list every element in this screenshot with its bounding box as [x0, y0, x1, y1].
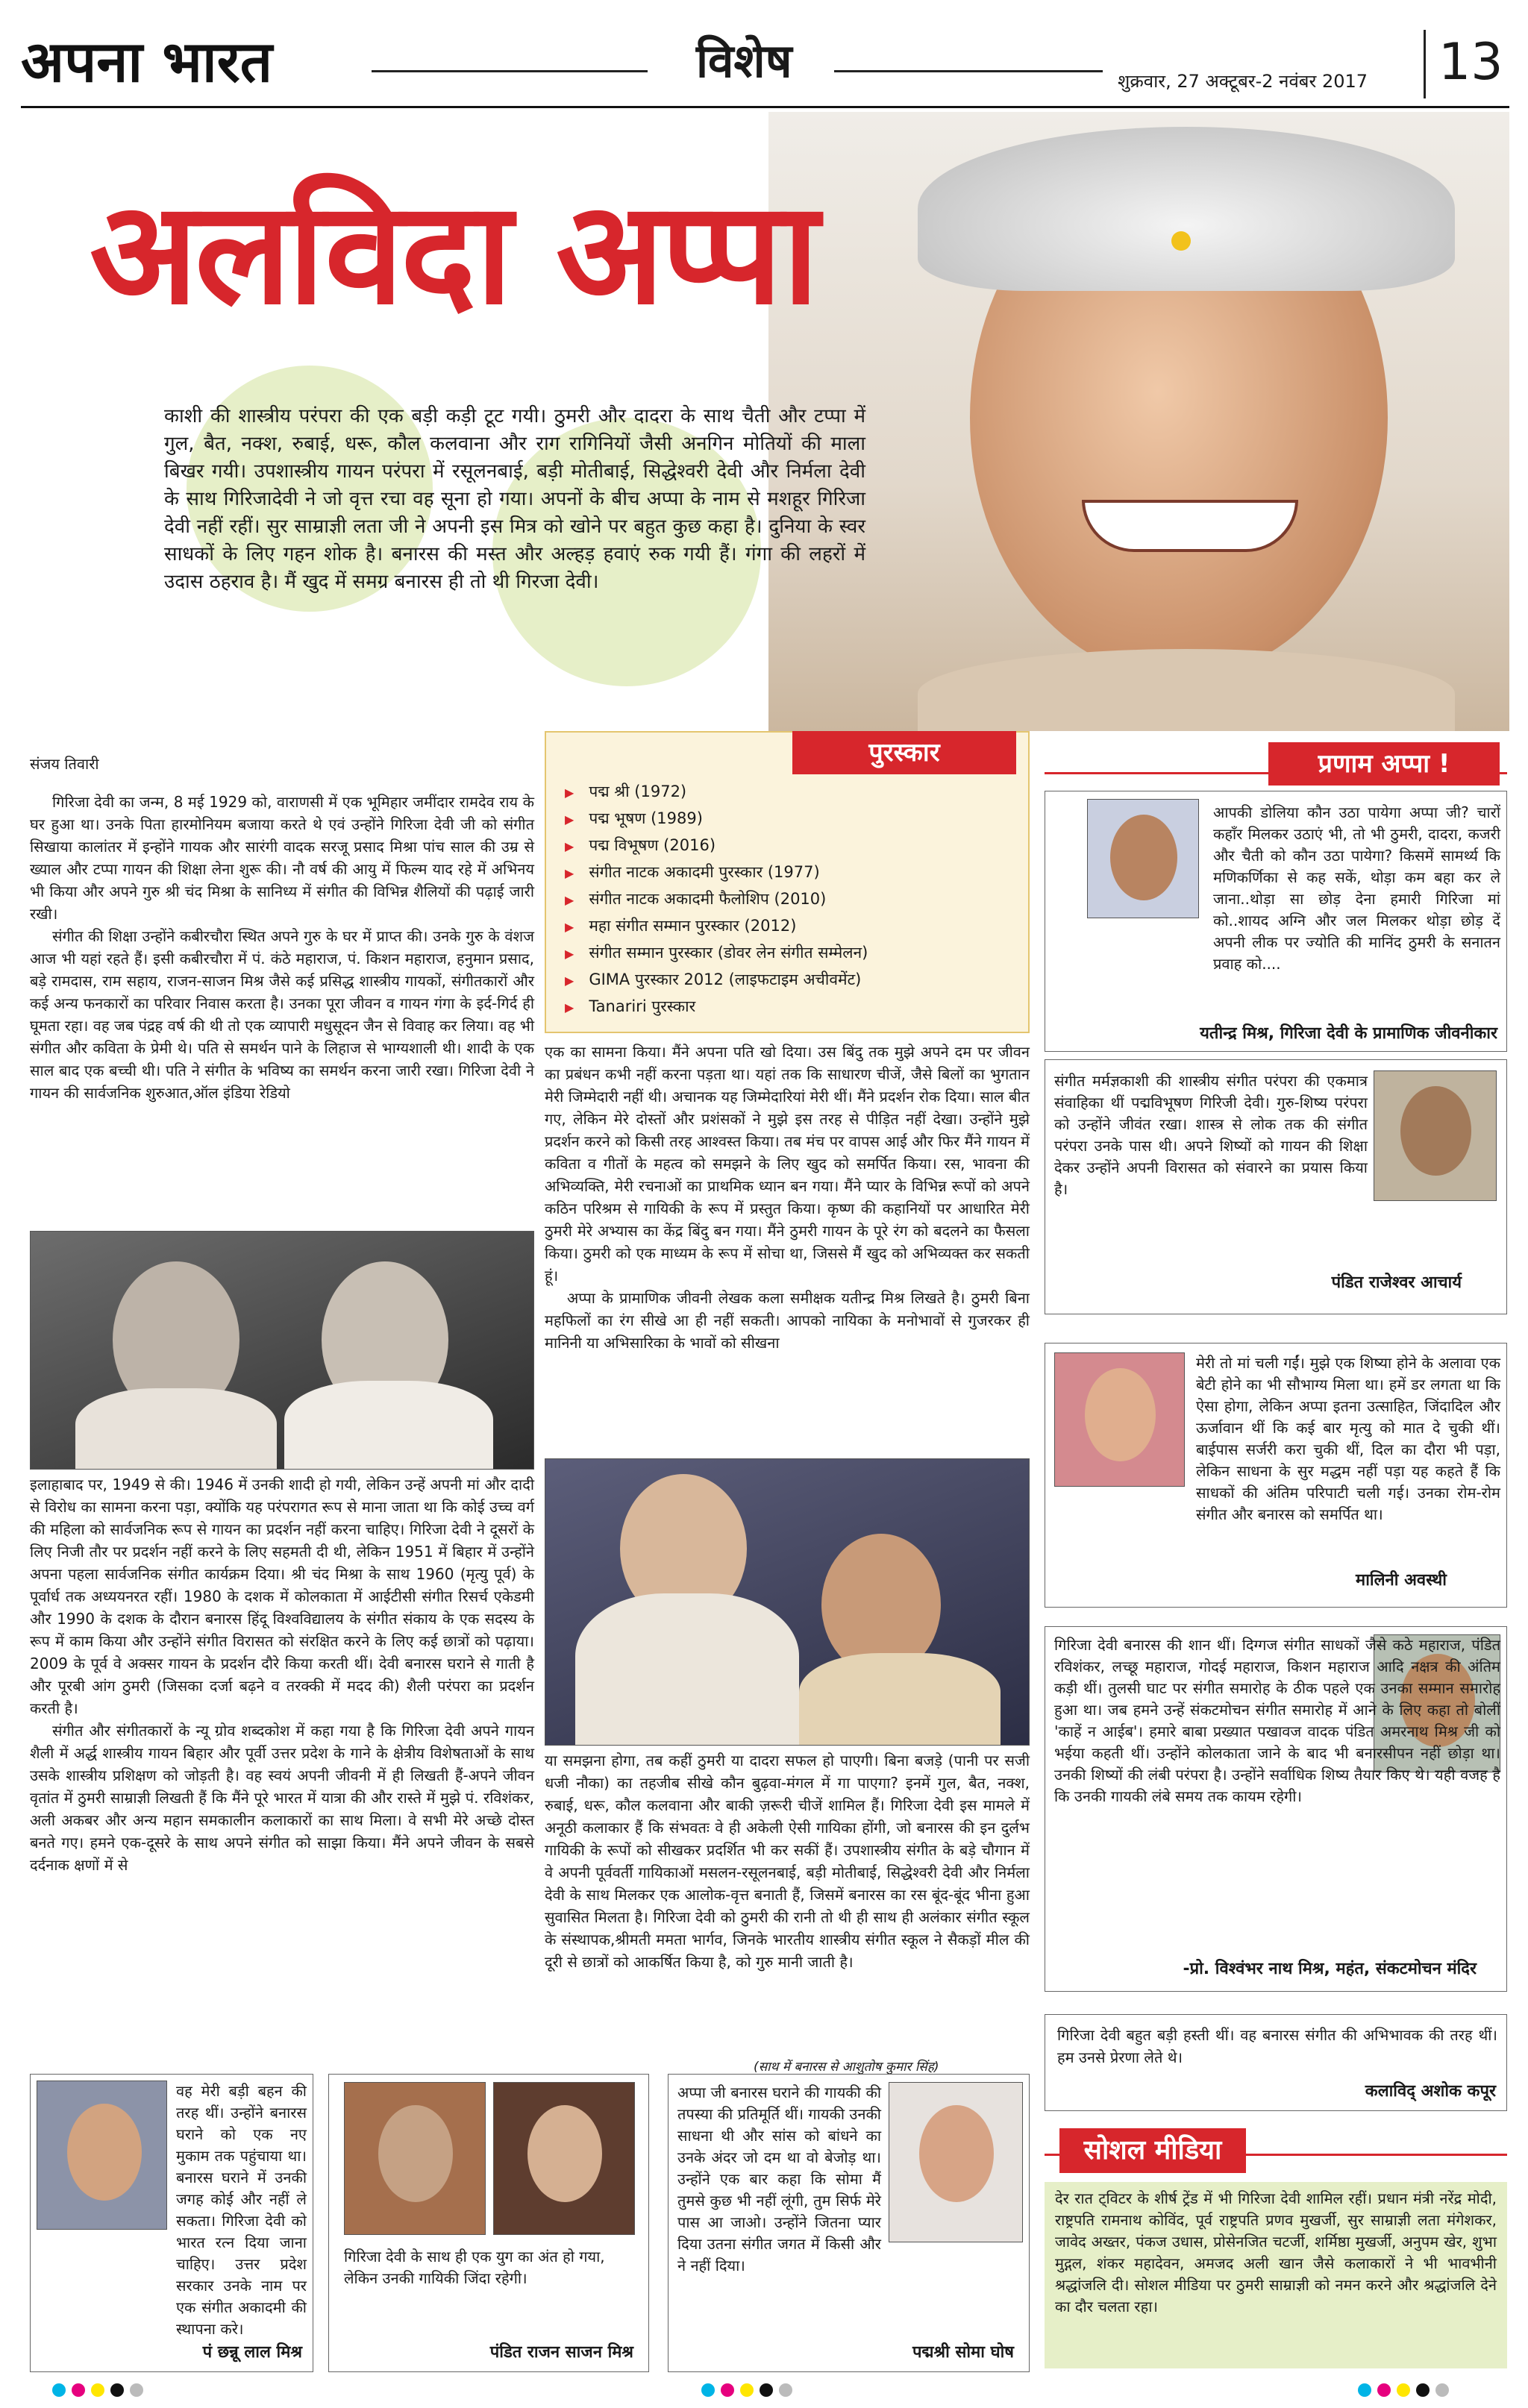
bottom-author: पंडित राजन साजन मिश्र — [489, 2343, 633, 2362]
headline: अलविदा अप्पा — [90, 171, 816, 336]
award-label: Tanariri पुरस्कार — [589, 997, 696, 1015]
registration-marks-left — [52, 2383, 143, 2397]
col1-para-1: गिरिजा देवी का जन्म, 8 मई 1929 को, वाराणसी में एक भूमिहार जमींदार रामदेव राय के घर हुआ था। उनके पिता हारमोनियम बजाया करते थे एवं उन्होंने गिरिजा देवी जी को संगीत सिखाया कालांतर में इन्होंने गायक और सारंगी वादक सरजू प्रसाद मिश्रा पांच साल की उम्र से ख्याल और टप्पा गायन की शिक्षा लेना शुरू की। नौ वर्ष की आयु में फिल्म याद रहे में अभिनय भी किया और अपने गुरु श्री चंद मिश्रा के सानिध्य में संगीत की विभिन्न शैलियों की पढ़ाई जारी रखी। — [30, 793, 534, 923]
tribute-author: कलाविद् अशोक कपूर — [1365, 2082, 1496, 2101]
page-number: 13 — [1438, 33, 1503, 92]
tribute-card — [1045, 1626, 1507, 1992]
award-label: संगीत सम्मान पुरस्कार (डोवर लेन संगीत सम्मेलन) — [589, 944, 868, 962]
bottom-text: गिरिजा देवी के साथ ही एक युग का अंत हो गया, लेकिन उनकी गायिकी जिंदा रहेगी। — [344, 2248, 605, 2287]
bullet-icon: ▶ — [565, 920, 574, 934]
col2-para-2: अप्पा के प्रामाणिक जीवनी लेखक कला समीक्षक यतीन्द्र मिश्र लिखते है। ठुमरी बिना महफिलों का रंग सीखे आ ही नहीं सकती। आपको नायिका के मनोभावों से गुजरकर ही मानिनी या अभिसारिका के भावों को सीखना — [545, 1289, 1030, 1352]
intro-text: काशी की शास्त्रीय परंपरा की एक बड़ी कड़ी टूट गयी। ठुमरी और दादरा के साथ चैती और टप्पा में गुल, बैत, नक्श, रुबाई, धरू, कौल कलवाना और राग रागिनियों जैसी अनगिन मोतियों की माला बिखर गयी। उपशास्त्रीय गायन परंपरा में रसूलनबाई, बड़ी मोतीबाई, सिद्धेश्वरी देवी और निर्मला देवी के साथ गिरिजादेवी ने जो वृत्त रचा वह सूना हो गया। अपनों के बीच अप्पा के नाम से मशहूर गिरिजा देवी नहीं रहीं। सुर साम्राज्ञी लता जी ने अपनी इस मित्र को खोने पर बहुत कुछ कहा है। दुनिया के स्वर साधकों के लिए गहन शोक है। बनारस की मस्त और अल्हड़ हवाएं रुक गयी हैं। गंगा की लहरों में उदास ठहराव है। मैं खुद में समग्र बनारस ही तो थी गिरजा देवी। — [164, 405, 865, 593]
col1-text-top — [30, 791, 534, 1104]
bullet-icon: ▶ — [565, 893, 574, 907]
tribute-text: संगीत मर्मज्ञकाशी की शास्त्रीय संगीत परंपरा की एकमात्र संवाहिका थीं पद्मविभूषण गिरिजी देवी। गुरु-शिष्य परंपरा को उन्होंने जीवंत रखा। शास्त्र से लोक तक की संगीत परंपरा उनके पास थी। अपने शिष्यों को गायन की शिक्षा देकर उन्होंने अपनी विरासत को संवारने का प्रयास किया है। — [1054, 1072, 1368, 1198]
tribute-author: यतीन्द्र मिश्र, गिरिजा देवी के प्रामाणिक जीवनीकार — [1200, 1024, 1497, 1043]
bottom-author: पद्मश्री सोमा घोष — [912, 2343, 1014, 2362]
tribute-card — [1045, 791, 1507, 1052]
col2-text-top — [545, 1041, 1030, 1354]
tribute-card — [1045, 2014, 1507, 2111]
masthead-bottom-rule — [21, 106, 1509, 108]
col2-para-1: एक का सामना किया। मैंने अपना पति खो दिया। उस बिंदु तक मुझे अपने दम पर जीवन का प्रबंधन कभी नहीं करना पड़ता था। यहां तक कि साधारण चीजें, जैसे बिलों का भुगतान मेरी जिम्मेदारी नहीं थी। अचानक यह जिम्मेदारियां मेरी थीं। मैंने प्रदर्शन रोक दिया। साल बीत गए, लेकिन मेरे दोस्तों और प्रशंसकों ने मुझे इस तरह से पीड़ित नहीं देखा। उन्होंने मुझे प्रदर्शन करने को किसी तरह आश्वस्त किया। तब मंच पर वापस आई और फिर मैंने गायन में कविता व गीतों के महत्व को समझने के लिए खुद को समर्पित किया। रस, भावना की अभिव्यक्ति, मेरी रचनाओं का प्राथमिक ध्यान बन गया। मैंने प्यार के विभिन्न रूपों को अपने कठिन परिश्रम से गायिकी के रूप में प्रस्तुत किया। कृष्ण की कहानियों पर आधारित मेरी ठुमरी मेरे अभ्यास का केंद्र बिंदु बन गया। मैंने ठुमरी गायन के पूरे रंग को बदलने का फैसला किया। ठुमरी को एक माध्यम के रूप में सोचा था, जिससे मैं खुद को अभिव्यक्त कर सकती हूं। — [545, 1043, 1030, 1285]
photo-credit: (साथ में बनारस से आशुतोष कुमार सिंह) — [754, 2060, 939, 2075]
masthead-rule-left — [372, 70, 648, 72]
award-label: पद्म भूषण (1989) — [589, 809, 703, 827]
col2-text-bottom — [545, 1749, 1030, 1973]
tribute-author: पंडित राजेश्वर आचार्य — [1331, 1273, 1462, 1292]
award-label: GIMA पुरस्कार 2012 (लाइफटाइम अचीवमेंट) — [589, 971, 862, 988]
award-item — [565, 833, 868, 859]
award-item — [565, 967, 868, 994]
social-title: सोशल मीडिया — [1059, 2128, 1246, 2173]
tribute-card — [1045, 1059, 1507, 1314]
col1-text-bottom — [30, 1473, 534, 1876]
masthead — [21, 22, 1509, 104]
bottom-photo — [344, 2082, 486, 2235]
tribute-text: आपकी डोलिया कौन उठा पायेगा अप्पा जी? चारों कहाँर मिलकर उठाएं भी, तो भी ठुमरी, दादरा, कजरी और चैती को कौन उठा पायेगा? किसमें सामर्थ्य कि मणिकर्णिका से कह सकें, थोड़ा कम बहा कर ले जाना..थोड़ा सा छोड़ देना हमारी गिरिजा मां को..शायद अग्नि और जल मिलकर थोड़ा छोड़ दें अपनी लीक पर ज्योति की मानिंद ठुमरी के सनातन प्रवाह को.... — [1213, 803, 1500, 973]
bottom-card — [30, 2074, 313, 2372]
bottom-author: पं छन्नू लाल मिश्र — [202, 2343, 302, 2362]
registration-marks-right — [1358, 2383, 1449, 2397]
award-item — [565, 886, 868, 913]
awards-title: पुरस्कार — [792, 731, 1016, 774]
tribute-photo — [1374, 1070, 1497, 1201]
masthead-rule-right — [834, 70, 1103, 72]
bottom-text: वह मेरी बड़ी बहन की तरह थीं। उन्होंने बनारस घराने को एक नए मुकाम तक पहुंचाया था। बनारस घराने में उनकी जगह कोई और नहीं ले सकता। गिरिजा देवी को भारत रत्न दिया जाना चाहिए। उत्तर प्रदेश सरकार उनके नाम पर एक संगीत अकादमी की स्थापना करे। — [176, 2082, 307, 2338]
award-label: पद्म विभूषण (2016) — [589, 836, 716, 854]
award-item — [565, 779, 868, 806]
pranam-title: प्रणाम अप्पा ! — [1268, 742, 1500, 786]
registration-marks-center — [701, 2383, 792, 2397]
bullet-icon: ▶ — [565, 947, 574, 961]
award-item — [565, 859, 868, 886]
awards-box — [545, 731, 1030, 1033]
bullet-icon: ▶ — [565, 1000, 574, 1015]
awards-list — [565, 779, 868, 1020]
award-item — [565, 994, 868, 1020]
award-label: संगीत नाटक अकादमी पुरस्कार (1977) — [589, 863, 820, 881]
page-divider — [1424, 30, 1426, 98]
award-label: पद्म श्री (1972) — [589, 783, 687, 800]
byline: संजय तिवारी — [30, 755, 99, 773]
hero-portrait — [768, 112, 1509, 731]
social-text: देर रात ट्विटर के शीर्ष ट्रेंड में भी गिरिजा देवी शामिल रहीं। प्रधान मंत्री नरेंद्र मोदी, राष्ट्रपति रामनाथ कोविंद, पूर्व राष्ट्रपति प्रणव मुखर्जी, सुर साम्राज्ञी लता मंगेशकर, जावेद अख्तर, पंकज उधास, प्रोसेनजित चटर्जी, शर्मिष्ठा मुखर्जी, अनुपम खेर, शुभा मुद्गल, शंकर महादेवन, अमजद अली खान जैसे कलाकारों ने भी भावभीनी श्रद्धांजलि दी। सोशल मीडिया पर ठुमरी साम्राज्ञी को नमन करने और श्रद्धांजलि देने का दौर चलता रहा। — [1045, 2182, 1507, 2368]
award-item — [565, 940, 868, 967]
col1-para-4: संगीत और संगीतकारों के न्यू ग्रोव शब्दकोश में कहा गया है कि गिरिजा देवी अपने गायन शैली में अर्द्ध शास्त्रीय गायन बिहार और पूर्वी उत्तर प्रदेश के गाने के क्षेत्रीय विशेषताओं के साथ उसके शास्त्रीय प्रशिक्षण को जोड़ती है। वह स्वयं अपनी जीवनी में ही लिखती हैं-अपने जीवन वृतांत में ठुमरी साम्राज्ञी लिखती हैं कि मैंने पूरे भारत में यात्रा की और रास्ते में मुझे पं. रविशंकर, अली अकबर और अन्य महान समकालीन कलाकारों का साथ मिला। वे सभी मेरे अच्छे दोस्त बनते गए। हमने एक-दूसरे के साथ अपने संगीत को साझा किया। मैंने अपने जीवन के सबसे दर्दनाक क्षणों में से — [30, 1722, 534, 1874]
bottom-photo — [493, 2082, 635, 2235]
bullet-icon: ▶ — [565, 786, 574, 800]
bullet-icon: ▶ — [565, 812, 574, 827]
award-label: संगीत नाटक अकादमी फैलोशिप (2010) — [589, 890, 827, 908]
bottom-card — [668, 2074, 1030, 2372]
bullet-icon: ▶ — [565, 839, 574, 853]
tribute-text: गिरिजा देवी बहुत बड़ी हस्ती थीं। वह बनारस संगीत की अभिभावक की तरह थीं। हम उनसे प्रेरणा लेते थे। — [1057, 2026, 1497, 2066]
brand-logo: अपना भारत — [21, 28, 273, 95]
tribute-text: मेरी तो मां चली गईं। मुझे एक शिष्या होने के अलावा एक बेटी होने का भी सौभाग्य मिला था। हमें डर लगता था कि ऐसा होगा, लेकिन अप्पा इतना उत्साहित, जिंदादिल और ऊर्जावान थीं कि कई बार मृत्यु को मात दे चुकी थीं। बाईपास सर्जरी करा चुकी थीं, दिल का दौरा भी पड़ा, लेकिन साधना के सुर मद्धम नहीं पड़ा यह कहते हैं कि साधकों की अंतिम परिपाटी चली गई। उनका रोम-रोम संगीत और बनारस को समर्पित था। — [1196, 1354, 1500, 1523]
col1-para-3: इलाहाबाद पर, 1949 से की। 1946 में उनकी शादी हो गयी, लेकिन उन्हें अपनी मां और दादी से विरोध का सामना करना पड़ा, क्योंकि यह परंपरागत रूप से माना जाता था कि कोई उच्च वर्ग की महिला को सार्वजनिक रूप से गायन का प्रदर्शन नहीं करना चाहिए। गिरिजा देवी ने दूसरों के लिए निजी तौर पर प्रदर्शन नहीं करने के लिए सहमती दी थी, लेकिन 1951 में बिहार में उन्होंने अपना पहला सार्वजनिक संगीत कार्यक्रम दिया। श्री चंद मिश्रा के साथ 1960 (मृत्यु पूर्व) के पूर्वार्ध तक अध्ययनरत रहीं। 1980 के दशक में कोलकाता में आईटीसी संगीत रिसर्च एकेडमी और 1990 के दशक के दौरान बनारस हिंदू विश्वविद्यालय के संगीत संकाय के एक सदस्य के रूप में काम किया और उन्होंने संगीत विरासत को संरक्षित करने के लिए कई छात्रों को पढ़ाया। 2009 के पूर्व वे अक्सर गायन के प्रदर्शन दौरे किया करती थीं। देवी बनारस घराने से गाती है और पूरबी आंग ठुमरी (जिसका दर्जा बढ़ने व तरक्की में मदद की) शैली परंपरा का प्रदर्शन करती है। — [30, 1476, 534, 1717]
tribute-card — [1045, 1343, 1507, 1608]
col2-para-3: या समझना होगा, तब कहीं ठुमरी या दादरा सफल हो पाएगी। बिना बजड़े (पानी पर सजी धजी नौका) का तहजीब सीखे कौन बुढ़वा-मंगल में गा पाएगा? इनमें गुल, बैत, नक्श, रुबाई, धरू, कौल कलवाना और बाकी ज़रूरी चीजें शामिल हैं। गिरिजा देवी इस मामले में अनूठी कलाकार हैं कि संभवतः वे ही अकेली ऐसी गायिका होंगी, जो बनारस की इन दुर्लभ गायिकी के रूपों को सीखकर प्रदर्शित भी कर सकीं हैं। उपशास्त्रीय संगीत के बड़े चौगान में वे अपनी पूर्ववर्ती गायिकाओं मसलन-रसूलनबाई, बड़ी मोतीबाई, सिद्धेश्वरी देवी और निर्मला देवी के साथ मिलकर एक आलोक-वृत्त बनाती हैं, जिसमें बनारस का रस बूंद-बूंद भीना हुआ सुवासित मिलता है। गिरिजा देवी को ठुमरी की रानी तो थी ही साथ ही अलंकार संगीत स्कूल के संस्थापक,श्रीमती ममता भार्गव, जिनके भारतीय शास्त्रीय संगीत स्कूल ने सैकड़ों मील की दूरी से छात्रों को आकर्षित किया है, को गुरु मानी जाती है। — [545, 1752, 1030, 1971]
issue-date: शुक्रवार, 27 अक्टूबर-2 नवंबर 2017 — [1118, 71, 1368, 92]
award-item — [565, 913, 868, 940]
bottom-card — [328, 2074, 649, 2372]
col1-para-2: संगीत की शिक्षा उन्होंने कबीरचौरा स्थित अपने गुरु के घर में प्राप्त की। उनके गुरु के वंशज आज भी यहां रहते हैं। इसी कबीरचौरा में पं. कंठे महाराज, पं. किशन महाराज, हनुमान प्रसाद, बड़े रामदास, राम सहाय, राजन-साजन मिश्र जैसे कई प्रसिद्ध शास्त्रीय गायकों, संगीतकारों और कई अन्य फनकारों का परिवार निवास करता है। उनका पूरा जीवन व गायन गंगा के इर्द-गिर्द ही घूमता रहा। वह जब पंद्रह वर्ष की थी तो एक व्यापारी मधुसूदन जैन से विवाह कर लिया। वह भी संगीत और कविता के प्रेमी थे। पति से समर्थन पाने के लिहाज से भाग्यशाली थी। शादी के एक साल बाद एक बच्ची थी। पति ने संगीत के भविष्य का समर्थन करना जारी रखा। गिरिजा देवी ने गायन की सार्वजनिक शुरुआत,ऑल इंडिया रेडियो — [30, 927, 534, 1102]
section-title: विशेष — [696, 34, 792, 88]
award-item — [565, 806, 868, 833]
tribute-author: -प्रो. विश्वंभर नाथ मिश्र, महंत, संकटमोचन मंदिर — [1183, 1960, 1477, 1978]
bullet-icon: ▶ — [565, 973, 574, 988]
photo-lata-and-girija — [30, 1231, 534, 1470]
photo-girija-on-stage — [545, 1458, 1030, 1746]
tribute-author: मालिनी अवस्थी — [1356, 1571, 1447, 1590]
bottom-text: अप्पा जी बनारस घराने की गायकी की तपस्या की प्रतिमूर्ति थीं। गायकी उनकी साधना थी और सांस को बांधने का उनके अंदर जो दम था वो बेजोड़ था। उन्होंने एक बार कहा कि सोमा मैं तुमसे कुछ भी नहीं लूंगी, तुम सिर्फ मेरे पास आ जाओ। उन्होंने जितना प्यार दिया उतना संगीत जगत में किसी और ने नहीं दिया। — [677, 2084, 881, 2274]
bullet-icon: ▶ — [565, 866, 574, 880]
award-label: महा संगीत सम्मान पुरस्कार (2012) — [589, 917, 797, 935]
tribute-text: गिरिजा देवी बनारस की शान थीं। दिग्गज संगीत साधकों जैसे कठे महाराज, पंडित रविशंकर, लच्छू महाराज, गोदई महाराज, किशन महाराज आदि नक्षत्र की अंतिम कड़ी थीं। तुलसी घाट पर संगीत समारोह के ठीक पहले एक उनका सम्मान समारोह हुआ था। जब हमने उन्हें संकटमोचन संगीत समारोह में आने के लिए कहा तो बोलीं 'काहें न आईब'। हमारे बाबा प्रख्यात पखावज वादक पंडित अमरनाथ मिश्र जी को भईया कहती थीं। उन्होंने कोलकाता जाने के बाद भी बनारसीपन नहीं छोड़ा था। उनकी शिष्यों की लंबी परंपरा है। उन्होंने सर्वाधिक शिष्य तैयार किए थे। यही वजह है कि उनकी गायकी लंबे समय तक कायम रहेगी। — [1054, 1636, 1500, 1805]
